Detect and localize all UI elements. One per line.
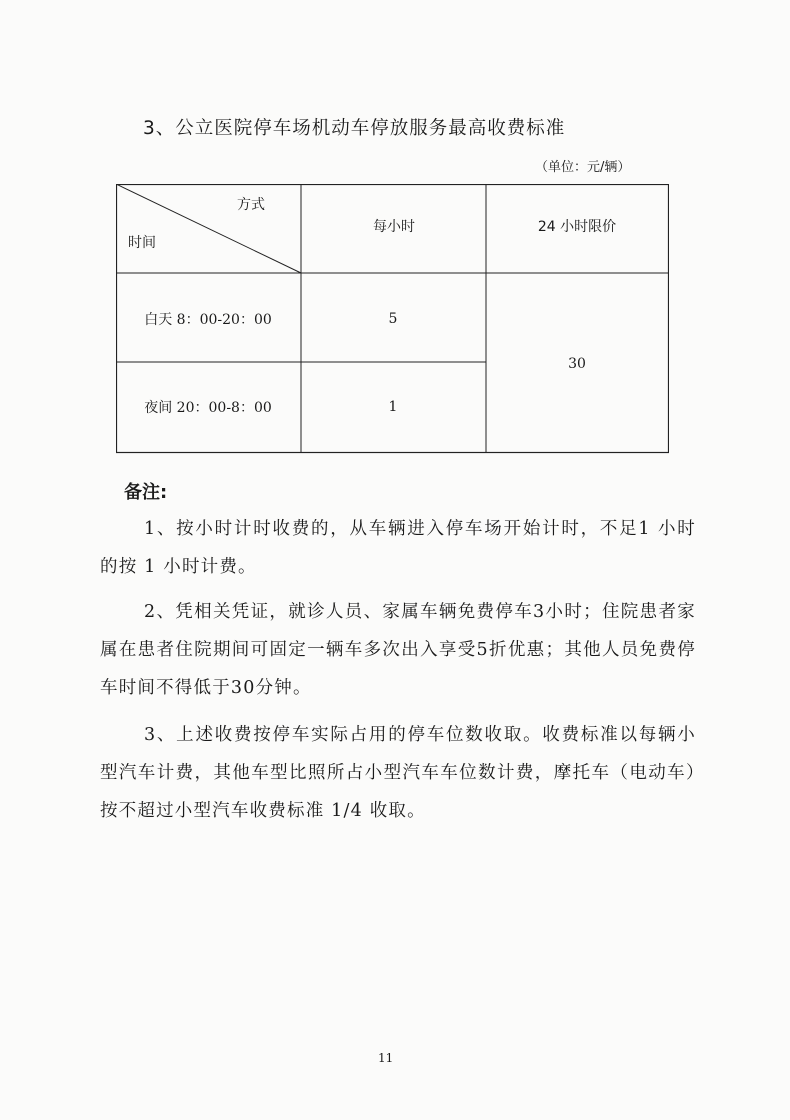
unit-note: （单位：元/辆） xyxy=(535,160,631,175)
note-2: 2、凭相关凭证，就诊人员、家属车辆免费停车3小时；住院患者家属在患者住院期间可固定一辆车多次出入享受5折优惠；其他人员免费停车时间不得低于30分钟。 xyxy=(100,602,696,698)
notes-heading: 备注: xyxy=(124,482,168,503)
row-day-time: 白天 8：00-20：00 xyxy=(144,312,272,328)
row-night-rate: 1 xyxy=(388,399,398,415)
page-title: 3、公立医院停车场机动车停放服务最高收费标准 xyxy=(143,118,566,139)
fee-table xyxy=(116,184,669,454)
header-time: 时间 xyxy=(128,235,156,251)
page-number: 11 xyxy=(378,1051,394,1065)
row-night-time: 夜间 20：00-8：00 xyxy=(144,400,272,416)
note-3: 3、上述收费按停车实际占用的停车位数收取。收费标准以每辆小型汽车计费，其他车型比照所占小型汽车车位数计费，摩托车（电动车）按不超过小型汽车收费标准 1/4 收取。 xyxy=(100,725,696,821)
header-method: 方式 xyxy=(237,197,265,213)
daily-cap-value: 30 xyxy=(568,356,586,372)
note-1: 1、按小时计时收费的，从车辆进入停车场开始计时，不足1 小时的按 1 小时计费。 xyxy=(100,519,696,577)
corner-diagonal xyxy=(116,184,301,273)
row-day-rate: 5 xyxy=(388,311,398,327)
header-per-hour: 每小时 xyxy=(373,219,415,235)
header-24h-cap: 24 小时限价 xyxy=(537,219,617,235)
